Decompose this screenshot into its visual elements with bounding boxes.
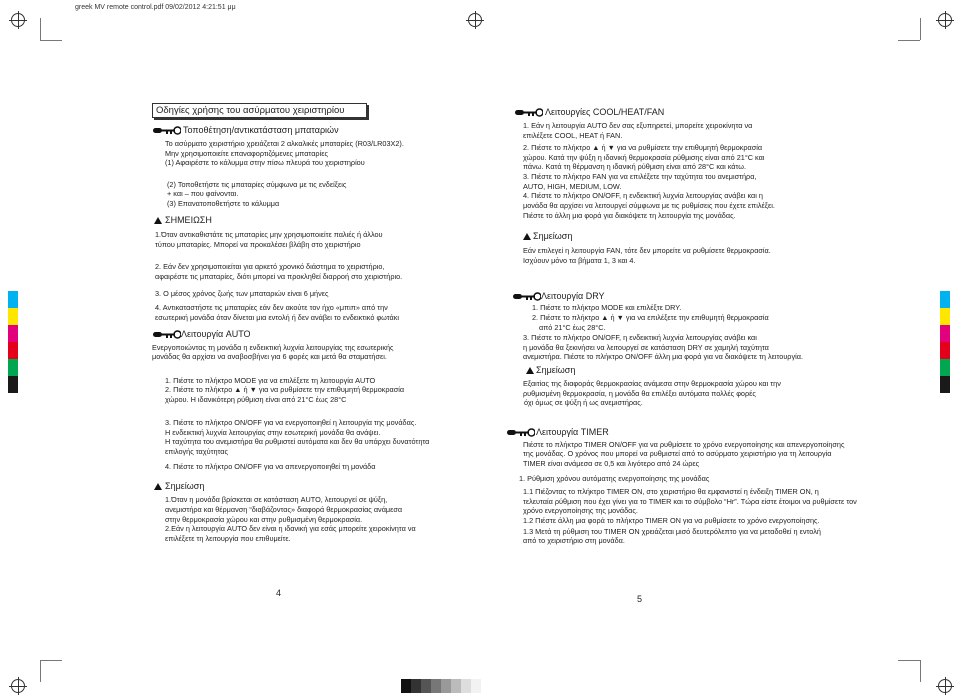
battery-line: (2) Τοποθετήστε τις μπαταρίες σύμφωνα με τις ενδείξεις <box>167 180 347 189</box>
grey-swatch <box>411 679 421 693</box>
battery-line: Το ασύρματο χειριστήριο χρειάζεται 2 αλκαλικές μπαταρίες (R03/LR03X2). <box>165 139 404 148</box>
auto-line: επιλογής ταχύτητας <box>165 447 229 456</box>
color-swatch <box>940 308 950 325</box>
auto-line: 2. Πιέστε το πλήκτρο ▲ ή ▼ για να ρυθμίσετε την επιθυμητή θερμοκρασία <box>165 385 405 394</box>
color-swatch <box>8 376 18 393</box>
color-swatch <box>940 325 950 342</box>
warning-icon <box>526 367 534 374</box>
auto-note-line: 2.Εάν η λειτουργία AUTO δεν είναι η ιδανική για εσάς μπορείτε χειροκίνητα να <box>165 524 416 533</box>
cool-line: επιλέξετε COOL, HEAT ή FAN. <box>523 131 623 140</box>
registration-mark <box>938 679 952 693</box>
dry-note-line: ρυθμισμένη θερμοκρασία, η μονάδα θα επιλέξει αυτόματα πολλές φορές <box>523 389 756 398</box>
crop-mark <box>920 18 921 40</box>
grey-swatch <box>431 679 441 693</box>
auto-line: χώρου. Η ιδανικότερη ρύθμιση είναι από 21°C έως 28°C <box>165 395 347 404</box>
cool-heading: Λειτουργίες COOL/HEAT/FAN <box>545 107 665 117</box>
grey-swatch <box>421 679 431 693</box>
crop-mark <box>40 660 41 682</box>
warning-icon <box>154 217 162 224</box>
auto-note-heading: Σημείωση <box>165 481 205 491</box>
timer-line: 1.1 Πιέζοντας το πλήκτρο TIMER ON, στο χειριστήριο θα εμφανιστεί η ένδειξη TIMER ON, η <box>523 487 819 496</box>
dry-line: ανεμιστήρα. Πιέστε το πλήκτρο ON/OFF άλλη μια φορά για να διακόψετε τη λειτουργία. <box>523 352 803 361</box>
timer-heading: Λειτουργία TIMER <box>536 427 609 437</box>
cool-line: Πιέστε το άλλη μια φορά για διακόψετε τη λειτουργία της μονάδας. <box>523 211 736 220</box>
grey-swatch <box>461 679 471 693</box>
auto-heading: Λειτουργία AUTO <box>181 329 251 339</box>
cool-note-heading: Σημείωση <box>533 231 573 241</box>
dry-line: 1. Πιέστε το πλήκτρο MODE και επιλέξτε DRY. <box>532 303 682 312</box>
timer-line: από το χειριστήριο στη μονάδα. <box>523 536 625 545</box>
timer-line: TIMER είναι ανάμεσα σε 0,5 και λιγότερο από 24 ώρες <box>523 459 700 468</box>
auto-note-line: στην θερμοκρασία χώρου και στην ρυθμισμένη θερμοκρασία. <box>165 515 363 524</box>
key-icon <box>515 108 543 117</box>
crop-mark <box>920 660 921 682</box>
page-number-right: 5 <box>637 594 643 604</box>
color-bar-left <box>8 291 18 393</box>
cool-line: χώρου. Κατά την ψύξη η ιδανική θερμοκρασία ρύθμισης είναι από 21°C και <box>523 153 765 162</box>
timer-line: χρόνο ενεργοποίησης της μονάδας. <box>523 506 638 515</box>
auto-note-line: επιλέξετε τη λειτουργία που επιθυμείτε. <box>165 534 291 543</box>
note-line: 2. Εάν δεν χρησιμοποιείται για αρκετό χρονικό διάστημα το χειριστήριο, <box>155 262 385 271</box>
key-icon <box>153 330 181 339</box>
cool-note-line: Εάν επιλεγεί η λειτουργία FAN, τότε δεν μπορείτε να ρυθμίσετε θερμοκρασία. <box>523 246 771 255</box>
battery-line: + και – που φαίνονται. <box>167 189 239 198</box>
registration-mark <box>11 13 25 27</box>
note-line: αφαιρέστε τις μπαταρίες, διότι μπορεί να προκληθεί διαρροή στο χειριστήριο. <box>155 272 403 281</box>
timer-line: Πιέστε το πλήκτρο TIMER ON/OFF για να ρυθμίσετε το χρόνο ενεργοποίησης και απενεργοποίησης <box>523 440 845 449</box>
registration-mark <box>468 13 482 27</box>
battery-line: (1) Αφαιρέστε το κάλυμμα στην πίσω πλευρά του χειριστηρίου <box>165 158 365 167</box>
note-line: τύπου μπαταρίες. Μπορεί να προκαλέσει βλάβη στο χειριστήριο <box>155 240 361 249</box>
dry-line: η μονάδα θα ξεκινήσει να λειτουργεί σε κατάσταση DRY σε χαμηλή ταχύτητα <box>523 343 769 352</box>
auto-note-line: ανεμιστήρα και θέρμανση “διαβάζοντας» διαφορά θερμοκρασίας ανάμεσα <box>165 505 403 514</box>
grey-swatch <box>441 679 451 693</box>
grey-swatch <box>471 679 481 693</box>
timer-line: της μονάδας. Ο χρόνος που μπορεί να ρυθμιστεί από το ασύρματο χειριστήριο για τη λειτουργία <box>523 449 832 458</box>
crop-mark <box>40 660 62 661</box>
crop-mark <box>898 660 920 661</box>
cool-note-line: Ισχύουν μόνο τα βήματα 1, 3 και 4. <box>523 256 636 265</box>
color-swatch <box>8 342 18 359</box>
auto-line: Ενεργοποιώντας τη μονάδα η ενδεικτική λυχνία λειτουργίας της εσωτερικής <box>152 343 394 352</box>
warning-icon <box>523 233 531 240</box>
key-icon <box>513 292 541 301</box>
timer-line: τελευταία ρύθμιση που έχει γίνει για το TIMER και το σύμβολο “Hr”. Τώρα είστε έτοιμοι να ρυθμίσετε τον <box>523 497 857 506</box>
color-swatch <box>8 325 18 342</box>
timer-line: 1.3 Μετά τη ρύθμιση του TIMER ON χρειάζεται μισό δευτερόλεπτο για να μεταδοθεί η εντολή <box>523 527 821 536</box>
cool-line: 1. Εάν η λειτουργία AUTO δεν σας εξυπηρετεί, μπορείτε χειροκίνητα να <box>523 121 753 130</box>
dry-line: 2. Πιέστε το πλήκτρο ▲ ή ▼ για να επιλέξετε την επιθυμητή θερμοκρασία <box>532 313 769 322</box>
auto-line: μονάδας θα αρχίσει να αναβοσβήνει για 6 φορές και μετά θα σταματήσει. <box>152 352 387 361</box>
note-line: 1.Όταν αντικαθιστάτε τις μπαταρίες μην χρησιμοποιείτε παλιές ή άλλου <box>155 230 383 239</box>
note-line: 4. Αντικαταστήστε τις μπαταρίες εάν δεν ακούτε τον ήχο «μπιπ» από την <box>155 303 388 312</box>
cool-line: AUTO, HIGH, MEDIUM, LOW. <box>523 182 622 191</box>
color-bar-right <box>940 291 950 393</box>
registration-mark <box>11 679 25 693</box>
note-heading: ΣΗΜΕΙΩΣΗ <box>165 215 212 225</box>
page-number-left: 4 <box>276 588 282 598</box>
note-line: 3. Ο μέσος χρόνος ζωής των μπαταριών είναι 6 μήνες <box>155 289 329 298</box>
auto-line: 1. Πιέστε το πλήκτρο MODE για να επιλέξετε τη λειτουργία AUTO <box>165 376 376 385</box>
battery-line: (3) Επανατοποθετήστε το κάλυμμα <box>167 199 280 208</box>
crop-mark <box>898 40 920 41</box>
color-swatch <box>8 359 18 376</box>
dry-line: 3. Πιέστε το πλήκτρο ON/OFF, η ενδεικτική λυχνία λειτουργίας ανάβει και <box>523 333 757 342</box>
timer-line: 1. Ρύθμιση χρόνου αυτόματης ενεργοποίησης της μονάδας <box>519 474 710 483</box>
cool-line: 2. Πιέστε το πλήκτρο ▲ ή ▼ για να ρυθμίσετε την επιθυμητή θερμοκρασία <box>523 143 763 152</box>
crop-mark <box>40 18 41 40</box>
warning-icon <box>154 483 162 490</box>
dry-heading: Λειτουργία DRY <box>541 291 605 301</box>
note-line: εσωτερική μονάδα όταν δίνεται μια εντολή ή δεν ανάβει το ενδεικτικό φωτάκι <box>155 313 400 322</box>
cool-line: 3. Πιέστε το πλήκτρο FAN για να επιλέξετε την ταχύτητα του ανεμιστήρα, <box>523 172 757 181</box>
registration-mark <box>938 13 952 27</box>
dry-note-line: Εξαιτίας της διαφοράς θερμοκρασίας ανάμεσα στην θερμοκρασία χώρου και την <box>523 379 781 388</box>
crop-mark <box>40 40 62 41</box>
grey-swatch <box>451 679 461 693</box>
color-swatch <box>8 308 18 325</box>
file-header: greek MV remote control.pdf 09/02/2012 4:21:51 μμ <box>75 4 236 11</box>
auto-line: Η ταχύτητα του ανεμιστήρα θα ρυθμιστεί αυτόματα και δεν θα υπάρχει δυνατότητα <box>165 437 430 446</box>
battery-line: Μην χρησιμοποιείτε επαναφορτιζόμενες μπαταρίες <box>165 149 328 158</box>
timer-line: 1.2 Πιέστε άλλη μια φορά το πλήκτρο TIMER ON για να ρυθμίσετε το χρόνο ενεργοποίησης. <box>523 516 820 525</box>
color-swatch <box>940 376 950 393</box>
key-icon <box>153 126 181 135</box>
cool-line: πάνω. Κατά τη θέρμανση η ιδανική ρύθμιση είναι από 28°C και κάτω. <box>523 162 747 171</box>
auto-note-line: 1.Όταν η μονάδα βρίσκεται σε κατάσταση AUTO, λειτουργεί σε ψύξη, <box>165 495 388 504</box>
cool-line: μονάδα θα αρχίσει να λειτουργεί σύμφωνα με τις ρυθμίσεις που έχετε επιλέξει. <box>523 201 775 210</box>
cool-line: 4. Πιέστε το πλήκτρο ON/OFF, η ενδεικτική λυχνία λειτουργίας ανάβει και η <box>523 191 763 200</box>
dry-line: από 21°C έως 28°C. <box>539 323 606 332</box>
grey-swatch <box>401 679 411 693</box>
color-swatch <box>8 291 18 308</box>
dry-note-heading: Σημείωση <box>536 365 576 375</box>
auto-line: 3. Πιέστε το πλήκτρο ON/OFF για να ενεργοποιηθεί η λειτουργία της μονάδας. <box>165 418 417 427</box>
color-swatch <box>940 359 950 376</box>
color-swatch <box>940 291 950 308</box>
dry-note-line: όχι όμως σε ψύξη ή ως ανεμιστήρας. <box>524 398 643 407</box>
battery-heading: Τοποθέτηση/αντικατάσταση μπαταριών <box>183 125 339 135</box>
auto-line: 4. Πιέστε το πλήκτρο ON/OFF για να απενεργοποιηθεί τη μονάδα <box>165 462 376 471</box>
color-swatch <box>940 342 950 359</box>
auto-line: Η ενδεικτική λυχνία λειτουργίας στην εσωτερική μονάδα θα ανάψει. <box>165 428 381 437</box>
page-title: Οδηγίες χρήσης του ασύρματου χειριστηρίου <box>152 103 367 118</box>
key-icon <box>507 428 535 437</box>
